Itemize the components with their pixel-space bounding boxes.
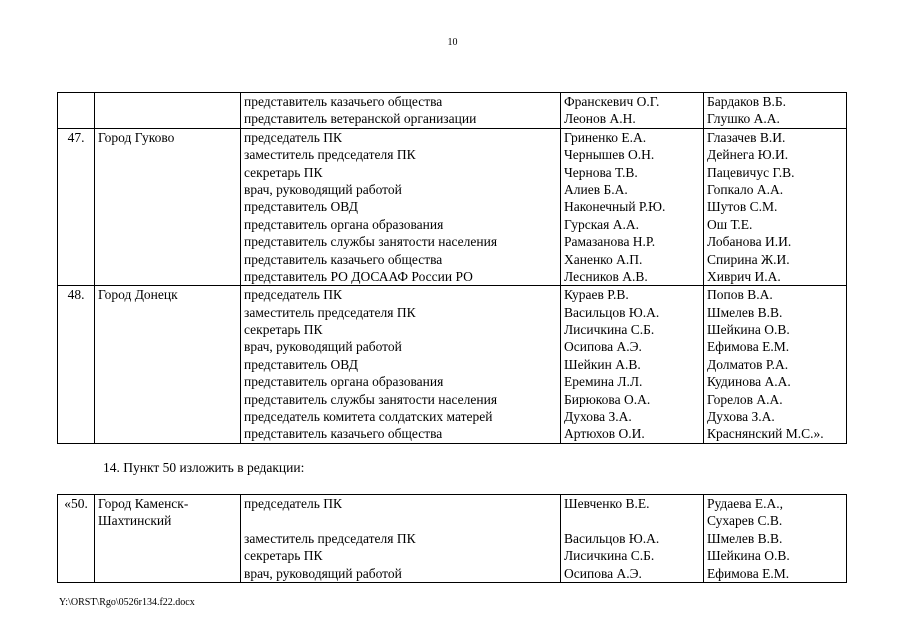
member-line: Лисичкина С.Б. xyxy=(564,548,655,564)
reserves-cell xyxy=(704,128,847,286)
reserve-line: Попов В.А. xyxy=(707,287,773,303)
role-line: представитель казачьего общества xyxy=(244,251,443,267)
table-row xyxy=(58,495,847,583)
reserve-line: Пацевичус Г.В. xyxy=(707,164,795,180)
reserve-line: Глушко А.А. xyxy=(707,111,780,127)
members-cell xyxy=(561,495,704,583)
member-line: Лисичкина С.Б. xyxy=(564,322,655,338)
row-number xyxy=(58,93,95,129)
reserve-line: Глазачев В.И. xyxy=(707,129,786,145)
reserve-line: Духова З.А. xyxy=(707,409,775,425)
reserve-line: Краснянский М.С.». xyxy=(707,426,824,442)
reserve-line: Гопкало А.А. xyxy=(707,181,784,197)
reserve-line: Рудаева Е.А., xyxy=(707,496,783,511)
role-line: врач, руководящий работой xyxy=(244,181,402,197)
table-row xyxy=(58,128,847,286)
member-line: Франскевич О.Г. xyxy=(564,94,660,109)
roles-cell xyxy=(241,93,561,129)
roles-cell xyxy=(241,495,561,583)
member-line: Рамазанова Н.Р. xyxy=(564,234,656,250)
role-line: представитель службы занятости населения xyxy=(244,234,498,250)
place-cell: Город Донецк xyxy=(95,286,241,444)
member-line: Гурская А.А. xyxy=(564,216,639,232)
reserve-line: Спирина Ж.И. xyxy=(707,251,790,267)
role-line: председатель комитета солдатских матерей xyxy=(244,409,493,425)
file-path-footer: Y:\ORST\Rgo\0526r134.f22.docx xyxy=(59,597,195,608)
role-line: заместитель председателя ПК xyxy=(244,530,416,546)
role-line: секретарь ПК xyxy=(244,164,323,180)
role-line: председатель ПК xyxy=(244,129,343,145)
place-cell xyxy=(95,93,241,129)
member-line: Осипова А.Э. xyxy=(564,339,642,355)
reserve-line: Ефимова Е.М. xyxy=(707,339,790,355)
member-line: Алиев Б.А. xyxy=(564,181,628,197)
reserve-line: Шутов С.М. xyxy=(707,199,778,215)
role-line: врач, руководящий работой xyxy=(244,565,402,581)
member-line: Осипова А.Э. xyxy=(564,565,642,581)
roles-cell xyxy=(241,128,561,286)
member-line: Чернышев О.Н. xyxy=(564,147,655,163)
place-line: Город Каменск- xyxy=(98,496,189,511)
member-line: Гриненко Е.А. xyxy=(564,129,647,145)
reserve-line: Шейкина О.В. xyxy=(707,322,790,338)
table-row xyxy=(58,93,847,129)
reserve-line: Шейкина О.В. xyxy=(707,548,790,564)
reserve-line: Шмелев В.В. xyxy=(707,304,783,320)
place-cell xyxy=(95,495,241,583)
roles-cell xyxy=(241,286,561,444)
role-line: представитель органа образования xyxy=(244,216,444,232)
reserves-cell xyxy=(704,495,847,583)
table-row xyxy=(58,286,847,444)
member-line: Бирюкова О.А. xyxy=(564,391,651,407)
member-line: Леонов А.Н. xyxy=(564,111,636,127)
reserve-line: Хиврич И.А. xyxy=(707,268,781,284)
role-line: представитель РО ДОСААФ России РО xyxy=(244,268,473,284)
row-number: 48. xyxy=(58,286,95,444)
role-line: представитель службы занятости населения xyxy=(244,391,498,407)
member-line: Шейкин А.В. xyxy=(564,356,641,372)
member-line: Ханенко А.П. xyxy=(564,251,643,267)
member-line: Кураев Р.В. xyxy=(564,287,629,303)
place-line: Шахтинский xyxy=(98,513,172,529)
role-line: заместитель председателя ПК xyxy=(244,304,416,320)
reserve-line: Шмелев В.В. xyxy=(707,530,783,546)
reserve-line: Дейнега Ю.И. xyxy=(707,147,789,163)
row-number: «50. xyxy=(58,495,95,583)
member-line: Чернова Т.В. xyxy=(564,164,638,180)
role-line: врач, руководящий работой xyxy=(244,339,402,355)
reserve-line: Долматов Р.А. xyxy=(707,356,789,372)
role-line: секретарь ПК xyxy=(244,322,323,338)
member-line: Васильцов Ю.А. xyxy=(564,304,660,320)
amendment-paragraph: 14. Пункт 50 изложить в редакции: xyxy=(103,460,305,475)
reserve-line: Горелов А.А. xyxy=(707,391,783,407)
member-line: Лесников А.В. xyxy=(564,268,648,284)
member-line: Наконечный Р.Ю. xyxy=(564,199,666,215)
member-line: Духова З.А. xyxy=(564,409,632,425)
place-cell: Город Гуково xyxy=(95,128,241,286)
role-line: заместитель председателя ПК xyxy=(244,147,416,163)
member-line: Васильцов Ю.А. xyxy=(564,530,660,546)
role-line: представитель ветеранской организации xyxy=(244,111,477,127)
role-line: председатель ПК xyxy=(244,287,343,303)
member-line: Артюхов О.И. xyxy=(564,426,645,442)
role-line: секретарь ПК xyxy=(244,548,323,564)
role-line: представитель казачьего общества xyxy=(244,94,443,109)
page-number: 10 xyxy=(447,37,458,48)
role-line: представитель ОВД xyxy=(244,356,358,372)
reserve-line: Сухарев С.В. xyxy=(707,513,783,529)
commission-table xyxy=(57,92,847,444)
role-line: представитель органа образования xyxy=(244,374,444,390)
reserve-line: Ефимова Е.М. xyxy=(707,565,790,581)
reserve-line: Ош Т.Е. xyxy=(707,216,753,232)
role-line: представитель ОВД xyxy=(244,199,358,215)
reserves-cell xyxy=(704,93,847,129)
reserve-line: Кудинова А.А. xyxy=(707,374,791,390)
reserves-cell xyxy=(704,286,847,444)
role-line: председатель ПК xyxy=(244,496,343,511)
members-cell xyxy=(561,286,704,444)
reserve-line: Бардаков В.Б. xyxy=(707,94,787,109)
amended-commission-table xyxy=(57,494,847,583)
member-line: Шевченко В.Е. xyxy=(564,496,650,511)
members-cell xyxy=(561,128,704,286)
members-cell xyxy=(561,93,704,129)
row-number: 47. xyxy=(58,128,95,286)
reserve-line: Лобанова И.И. xyxy=(707,234,792,250)
role-line: представитель казачьего общества xyxy=(244,426,443,442)
member-line: Еремина Л.Л. xyxy=(564,374,643,390)
